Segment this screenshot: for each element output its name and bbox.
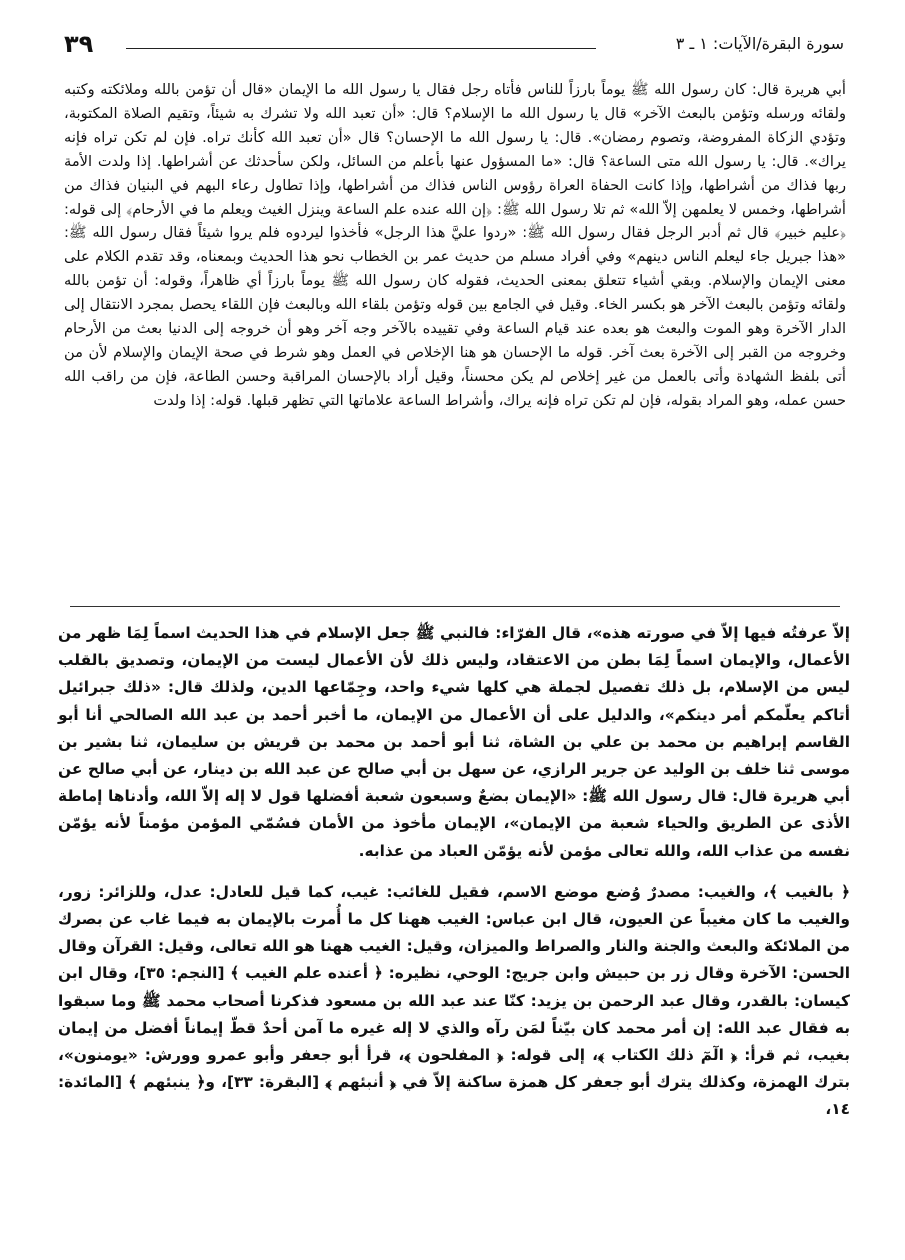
commentary-text: أبي هريرة قال: كان رسول الله ﷺ يوماً بارزاً للناس فأتاه رجل فقال يا رسول الله ما الإيمان «قال أن تؤمن بالله وملائكته وكتبه ولقائه ورسله وتؤمن بالبعث الآخر» قال يا رسول الله ما الإسلام؟ قال: «أن تعبد الله ولا تشرك به شيئاً، وتقيم الصلاة المكتوبة، وتؤدي الزكاة المفروضة، وتصوم رمضان». قال: يا رسول الله ما الإحسان؟ قال «أن تعبد الله كأنك تراه. فإن لم تكن تراه فإنه يراك». قال: يا رسول الله متى الساعة؟ قال: «ما المسؤول عنها بأعلم من السائل، ولكن سأحدثك عن أشراطها. إذا ولدت الأمة ربها فذاك من أشراطها، وإذا كانت الحفاة العراة رؤوس الناس فذاك من أشراطها، وإذا تطاول رعاء البهم في البنيان فذاك من أشراطها، وخمس لا يعلمهن إلاّ الله» ثم تلا رسول الله ﷺ: ﴿إن الله عنده علم الساعة وينزل الغيث ويعلم ما في الأرحام﴾ إلى قوله: ﴿عليم خبير﴾ قال ثم أدبر الرجل فقال رسول الله ﷺ: «ردوا عليَّ هذا الرجل» فأخذوا ليردوه فلم يروا شيئاً فقال رسول الله ﷺ: «هذا جبريل جاء ليعلم الناس دينهم» وفي أفراد مسلم من حديث عمر بن الخطاب نحو هذا الحديث وبمعناه، وقد تقدم الكلام على معنى الإيمان والإسلام. وبقي أشياء تتعلق بمعنى الحديث، فقوله كان رسول الله ﷺ يوماً بارزاً أي ظاهراً، وقوله: أن تؤمن بالله ولقائه وتؤمن بالبعث الآخر هو بكسر الخاء. وقيل في الجامع بين قوله وتؤمن بلقاء الله وبالبعث فإن اللقاء يحصل بمجرد الانتقال إلى الدار الآخرة وهو الموت والبعث هو بعده عند قيام الساعة وفي تقييده بالآخر وجه آخر وهو أن خروجه إلى الدنيا بعث من الأرحام وخروجه من القبر إلى الآخرة بعث آخر. قوله ما الإحسان هو هنا الإخلاص في العمل وهو شرط في صحة الإيمان والإسلام لأن من أتى بلفظ الشهادة وأتى بالعمل من غير إخلاص لم يكن محسناً، وقيل أراد بالإحسان المراقبة وحسن الطاعة، فإن من راقب الله حسن عمله، وهو المراد بقوله، فإن لم تكن تراه فإنه يراك، وأشراط الساعة علاماتها التي تظهر قبلها. قوله: إذا ولدت (64, 81, 846, 409)
main-paragraph-2: ﴿ بالغيب ﴾، والغيب: مصدرٌ وُضع موضع الاسم، فقيل للغائب: غيب، كما قيل للعادل: عدل، وللزائر: زور، والغيب ما كان مغيباً عن العيون، قال ابن عباس: الغيب ههنا كل ما أُمرت بالإيمان به فيما غاب عن بصرك من الملائكة والبعث والجنة والنار والصراط والميزان، وقيل: الغيب ههنا هو الله تعالى، وقيل: القرآن وقال الحسن: الآخرة وقال زر بن حبيش وابن جريج: الوحي، نظيره: ﴿ أعنده علم الغيب ﴾ [النجم: ٣٥]، وقال ابن كيسان: بالقدر، وقال عبد الرحمن بن يزيد: كنّا عند عبد الله بن مسعود فذكرنا أصحاب محمد ﷺ وما سبقوا به فقال عبد الله: إن أمر محمد كان بيّناً لمَن رآه والذي لا إله غيره ما آمن أحدٌ قطّ إيماناً أفضل من إيمان بغيب، ثم قرأ: ﴿ الٓمٓ ذلك الكتاب ﴾، إلى قوله: ﴿ المفلحون ﴾، قرأ أبو جعفر وأبو عمرو وورش: «يومنون»، بترك الهمزة، وكذلك يترك أبو جعفر كل همزة ساكنة إلاّ في ﴿ أنبئهم ﴾ [البقرة: ٣٣]، و﴿ ينبئهم ﴾ [المائدة: ١٤، (58, 882, 851, 1119)
header-rule (126, 48, 596, 49)
page-number: ٣٩ (64, 30, 94, 58)
page-header (64, 30, 844, 60)
surah-title: سورة البقرة/الآيات: ١ ـ ٣ (675, 34, 844, 53)
section-divider (70, 606, 840, 607)
main-paragraph-1: إلاّ عرفتُه فيها إلاّ في صورته هذه»، قال الفرّاء: فالنبي ﷺ جعل الإسلام في هذا الحديث اسماً لِمَا ظهر من الأعمال، والإيمان اسماً لِمَا بطن من الاعتقاد، وليس ذلك لأن الأعمال ليست من الإيمان، وتصديق بالقلب ليس من الإسلام، بل ذلك تفصيل لجملة هي كلها شيء واحد، وجِمّاعها الدين، ولذلك قال: «ذلك جبرائيل أتاكم يعلّمكم أمر دينكم»، والدليل على أن الأعمال من الإيمان، ما أخبر أحمد بن عبد الله الصالحي أنا أبو القاسم إبراهيم بن محمد بن علي بن الشاة، ثنا أبو أحمد بن محمد بن قريش بن سليمان، ثنا بشير بن موسى ثنا خلف بن الوليد عن جرير الرازي، عن سهل بن أبي صالح عن عبد الله بن دينار، عن أبي صالح عن أبي هريرة قال: قال رسول الله ﷺ: «الإيمان بضعٌ وسبعون شعبة أفضلها قول لا إله إلاّ الله، وأدناها إماطة الأذى عن الطريق والحياء شعبة من الإيمان»، الإيمان مأخوذ من الأمان فسُمّي المؤمن مؤمناً لأنه يؤمّن نفسه من عذاب الله، والله تعالى مؤمن لأنه يؤمّن العباد من عذابه. (58, 624, 850, 860)
main-text (58, 620, 850, 1124)
